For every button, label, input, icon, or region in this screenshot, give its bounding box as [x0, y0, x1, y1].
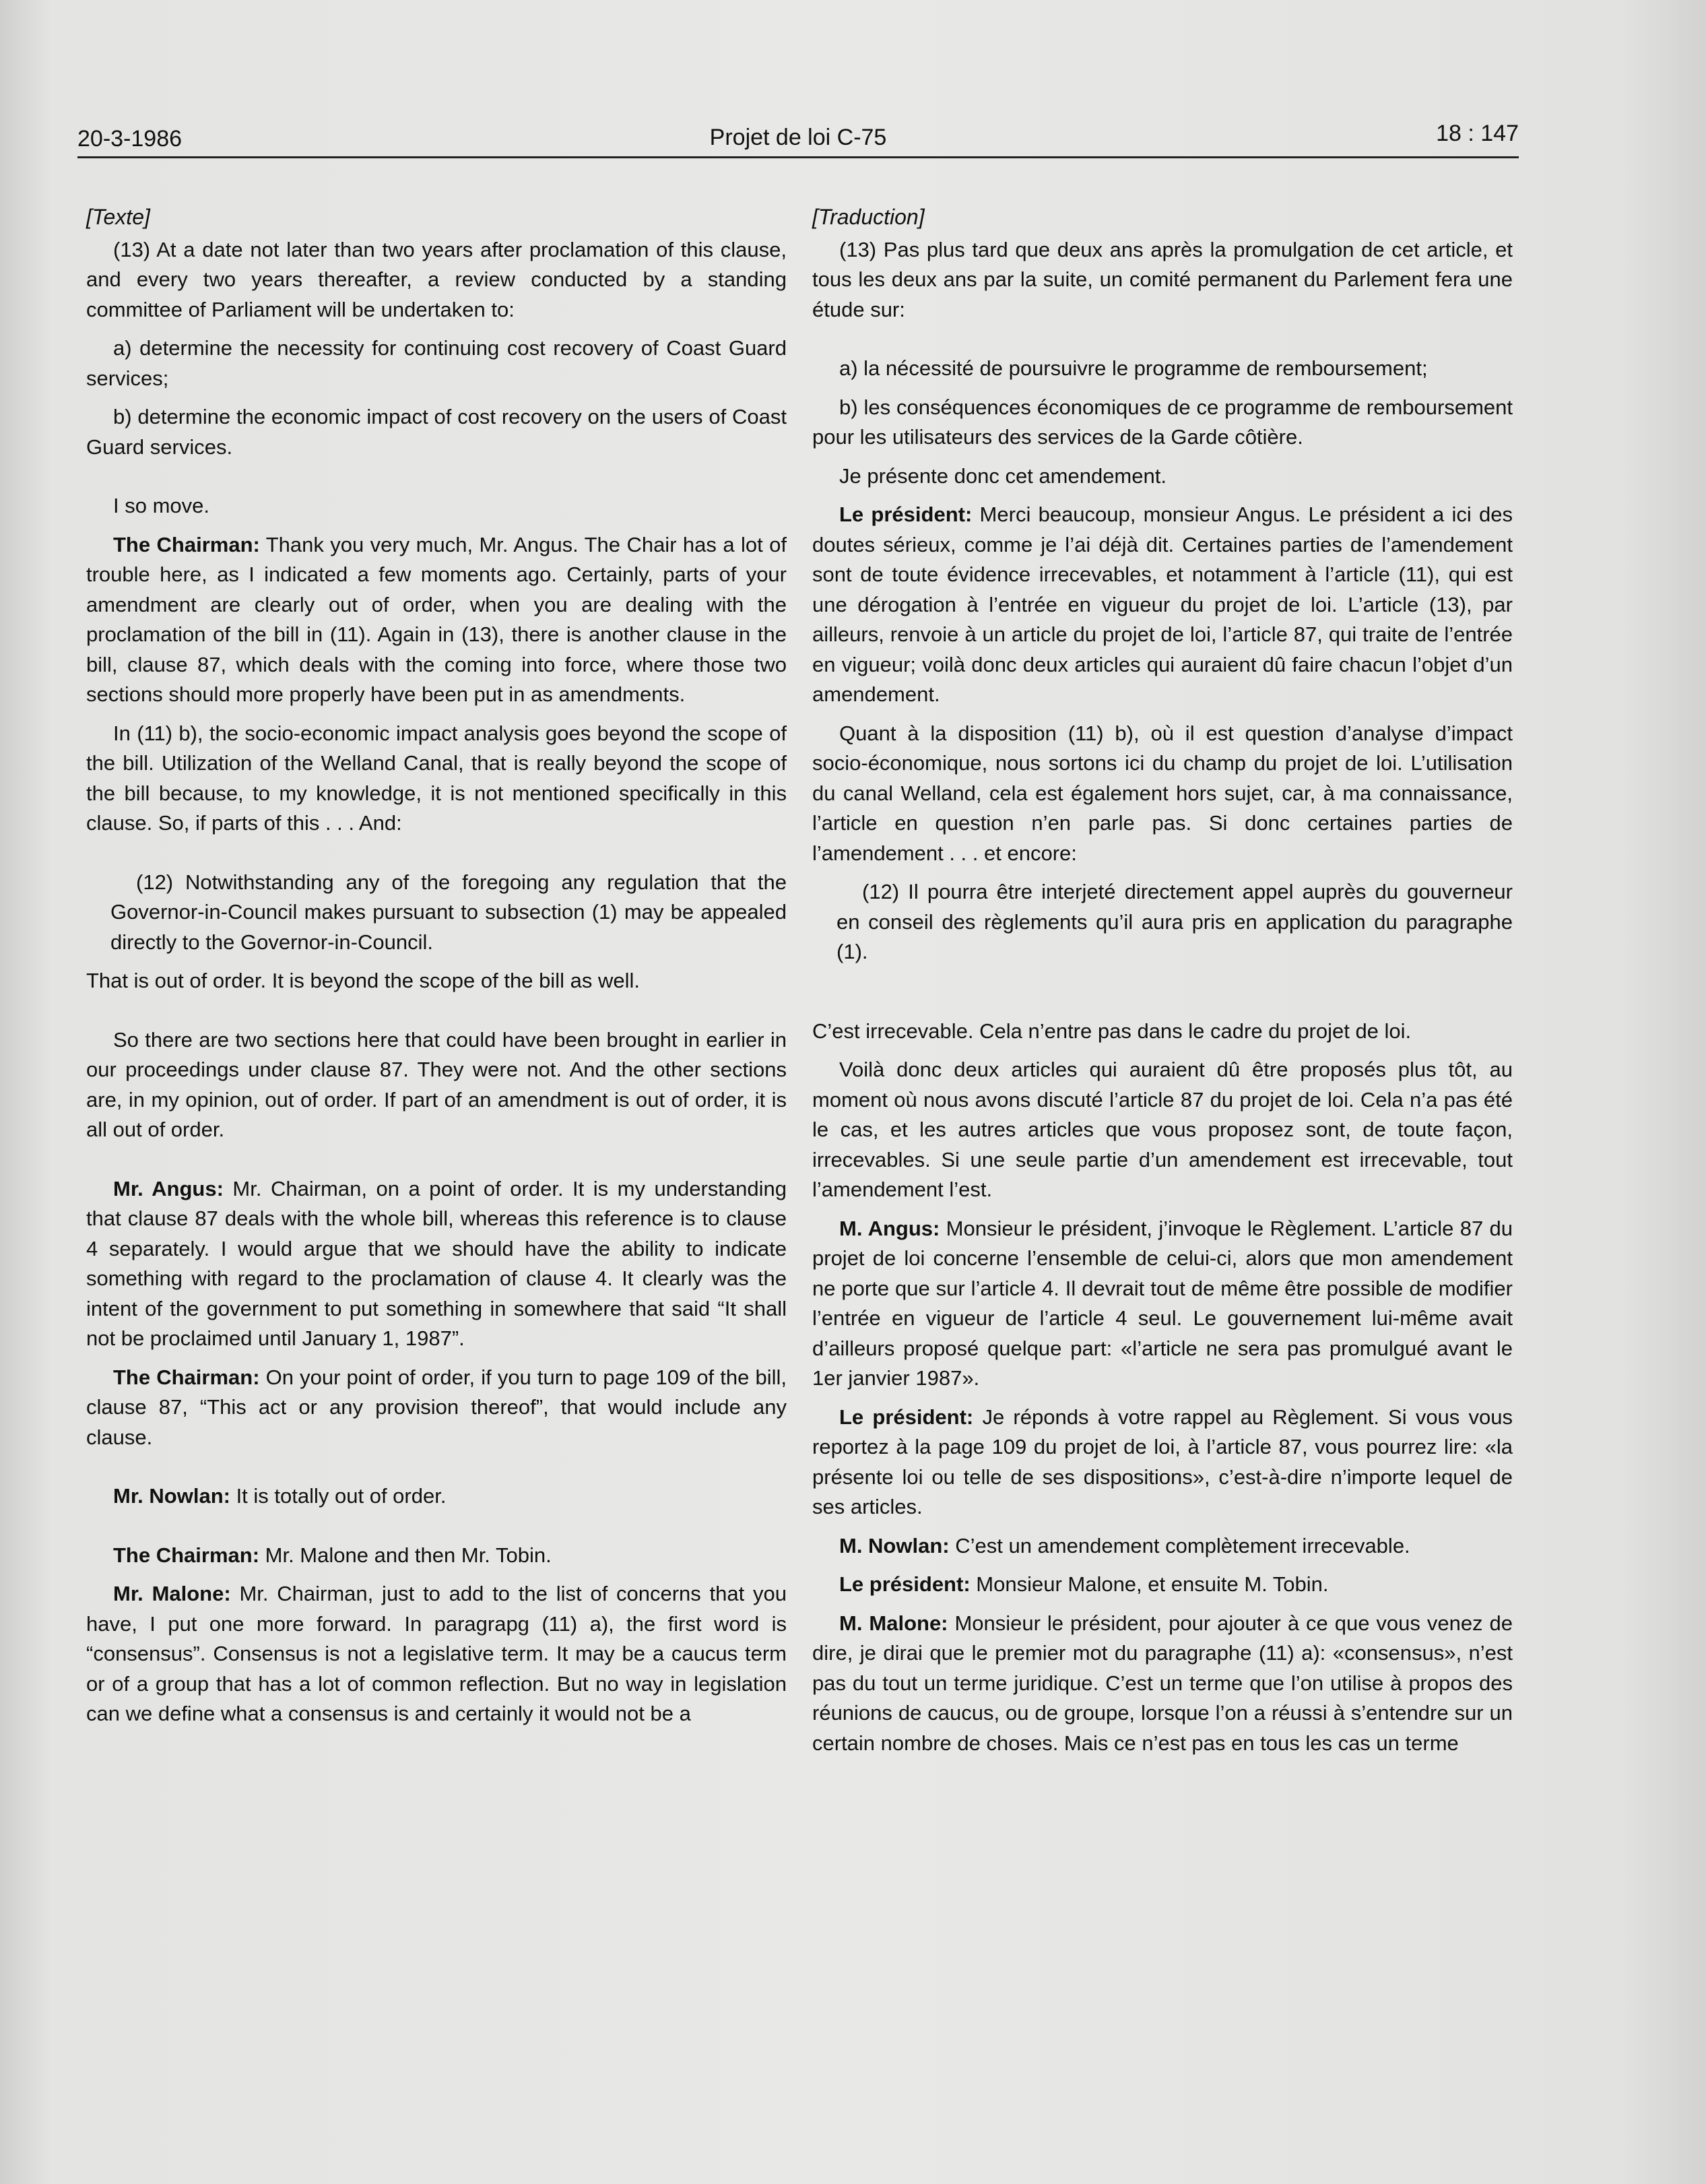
paragraph: Je présente donc cet amendement.: [839, 463, 1167, 488]
paragraph: In (11) b), the socio-economic impact analysis goes beyond the scope of the bill. Utilization of the Welland Canal, that is really beyond the scope of the bill because, to my knowledge, it is not mentioned specifically in this clause. So, if parts of this . . . And:: [86, 721, 787, 835]
speaker-name: M. Malone:: [839, 1611, 948, 1635]
speech-text: Mr. Chairman, on a point of order. It is my understanding that clause 87 deals with the whole bill, whereas this reference is to clause 4 separately. I would argue that we should have the ability to indicate something with regard to the proclamation of clause 4. It clearly was the intent of the government to put something in somewhere that said “It shall not be proclaimed until January 1, 1987”.: [86, 1176, 787, 1350]
speech-text: Monsieur le président, pour ajouter à ce que vous venez de dire, je dirai que le premier mot du paragraphe (11) a): «consensus», n’est pas du tout un terme juridique. C’est un terme que l’on utilise à propos des réunions de caucus, ou de groupe, lorsque l’on a réussi à s’entendre sur un certain nombre de choses. Mais ce n’est pas en tous les cas un terme: [812, 1611, 1513, 1755]
page-header: [77, 121, 1519, 158]
paragraph: That is out of order. It is beyond the scope of the bill as well.: [86, 969, 640, 992]
paragraph: [812, 1531, 1513, 1562]
speaker-name: M. Nowlan:: [839, 1533, 950, 1557]
speech-text: Thank you very much, Mr. Angus. The Chair has a lot of trouble here, as I indicated a few moments ago. Certainly, parts of your amendment are clearly out of order, when you are dealing with the proclamation of the bill in (11). Again in (13), there is another clause in the bill, clause 87, which deals with the coming into force, where those two sections should more properly have been put in as amendments.: [86, 532, 787, 706]
paragraph: b) determine the economic impact of cost recovery on the users of Coast Guard services.: [86, 405, 787, 459]
speech-text: Mr. Chairman, just to add to the list of concerns that you have, I put one more forward. In paragrapg (11) a), the first word is “consensus”. Consensus is not a legislative term. It may be a caucus term or of a group that has a lot of common reflection. But no way in legislation can we define what a consensus is and certainly it would not be a: [86, 1582, 787, 1725]
speech-text: Mr. Malone and then Mr. Tobin.: [259, 1543, 552, 1567]
speech-text: It is totally out of order.: [230, 1484, 447, 1508]
quoted-provision: (12) Il pourra être interjeté directement appel auprès du gouverneur en conseil des règlements qu’il aura pris en application du paragraphe (1).: [836, 880, 1513, 963]
header-date: 20-3-1986: [77, 126, 183, 152]
speech-text: Monsieur le président, j’invoque le Règlement. L’article 87 du projet de loi concerne l’ensemble de celui-ci, alors que mon amendement ne porte que sur l’article 4. Il devrait tout de même être possible de modifier l’entrée en vigueur de l’article 4 seul. Le gouvernement lui-même avait d’ailleurs proposé quelque part: «l’article ne sera pas promulgué avant le 1er janvier 1987».: [812, 1216, 1513, 1390]
paragraph: (13) Pas plus tard que deux ans après la promulgation de cet article, et tous les deux ans par la suite, un comité permanent du Parlement fera une étude sur:: [812, 237, 1513, 321]
paragraph: b) les conséquences économiques de ce programme de remboursement pour les utilisateurs des services de la Garde côtière.: [812, 395, 1513, 449]
paragraph: [812, 1609, 1513, 1759]
speaker-name: Le président:: [839, 1405, 974, 1429]
speech-text: Je réponds à votre rappel au Règlement. Si vous vous reportez à la page 109 du projet de loi, à l’article 87, vous pourrez lire: «la présente loi ou telle de ses dispositions», c’est-à-dire n’importe lequel de ses articles.: [812, 1405, 1513, 1518]
paragraph: [86, 1541, 787, 1571]
paragraph: C’est irrecevable. Cela n’entre pas dans le cadre du projet de loi.: [812, 1019, 1412, 1043]
paragraph: a) determine the necessity for continuing cost recovery of Coast Guard services;: [86, 336, 787, 390]
quoted-provision: (12) Notwithstanding any of the foregoing any regulation that the Governor-in-Council makes pursuant to subsection (1) may be appealed directly to the Governor-in-Council.: [110, 870, 787, 954]
header-page-number: 18 : 147: [1436, 121, 1519, 146]
speech-text: Monsieur Malone, et ensuite M. Tobin.: [970, 1572, 1329, 1596]
speaker-name: Mr. Angus:: [113, 1176, 224, 1200]
paragraph: [86, 1579, 787, 1729]
paragraph: [812, 500, 1513, 710]
paragraph: So there are two sections here that could have been brought in earlier in our proceedings under clause 87. They were not. And the other sections are, in my opinion, out of order. If part of an amendment is out of order, it is all out of order.: [86, 1027, 787, 1141]
paragraph: [86, 1363, 787, 1453]
speech-text: C’est un amendement complètement irrecevable.: [949, 1533, 1410, 1557]
speaker-name: The Chairman:: [113, 1543, 260, 1567]
paragraph: Voilà donc deux articles qui auraient dû être proposés plus tôt, au moment où nous avons discuté l’article 87 du projet de loi. Cela n’a pas été le cas, et les autres articles que vous proposez sont, de toute façon, irrecevables. Si une seule partie d’un amendement est irrecevable, tout l’amendement l’est.: [812, 1058, 1513, 1201]
paragraph: I so move.: [113, 494, 209, 517]
paragraph: [812, 1214, 1513, 1394]
speaker-name: M. Angus:: [839, 1216, 940, 1240]
paragraph: [86, 1174, 787, 1354]
column-label: [Traduction]: [812, 205, 925, 229]
paragraph: [812, 1570, 1513, 1600]
speech-text: On your point of order, if you turn to page 109 of the bill, clause 87, “This act or any provision thereof”, that would include any clause.: [86, 1365, 787, 1449]
speaker-name: Le président:: [839, 1572, 971, 1596]
paragraph: Quant à la disposition (11) b), où il est question d’analyse d’impact socio-économique, nous sortons ici du champ du projet de loi. L’utilisation du canal Welland, cela est également hors sujet, car, à ma connaissance, l’article en question n’en parle pas. Si donc certaines parties de l’amendement . . . et encore:: [812, 721, 1513, 865]
speaker-name: Le président:: [839, 503, 973, 526]
speaker-name: The Chairman:: [113, 1365, 260, 1389]
paragraph: [812, 1403, 1513, 1522]
speaker-name: Mr. Malone:: [113, 1582, 231, 1605]
english-column: [86, 202, 787, 1738]
paragraph: a) la nécessité de poursuivre le programme de remboursement;: [839, 356, 1428, 380]
speech-text: Merci beaucoup, monsieur Angus. Le président a ici des doutes sérieux, comme je l’ai déjà dit. Certaines parties de l’amendement sont de toute évidence irrecevables, et notamment à l’article (11), qui est une dérogation à l’entrée en vigueur du projet de loi. L’article (13), par ailleurs, renvoie à un article du projet de loi, l’article 87, qui traite de l’entrée en vigueur; voilà donc deux articles qui auraient dû faire chacun l’objet d’un amendement.: [812, 503, 1513, 706]
speaker-name: The Chairman:: [113, 532, 260, 556]
paragraph: [86, 1481, 787, 1512]
column-label: [Texte]: [86, 205, 150, 229]
header-title: Projet de loi C-75: [709, 125, 887, 150]
paragraph: (13) At a date not later than two years after proclamation of this clause, and every two years thereafter, a review conducted by a standing committee of Parliament will be undertaken to:: [86, 237, 787, 321]
speaker-name: Mr. Nowlan:: [113, 1484, 230, 1508]
paragraph: [86, 530, 787, 710]
french-column: [812, 202, 1513, 1767]
